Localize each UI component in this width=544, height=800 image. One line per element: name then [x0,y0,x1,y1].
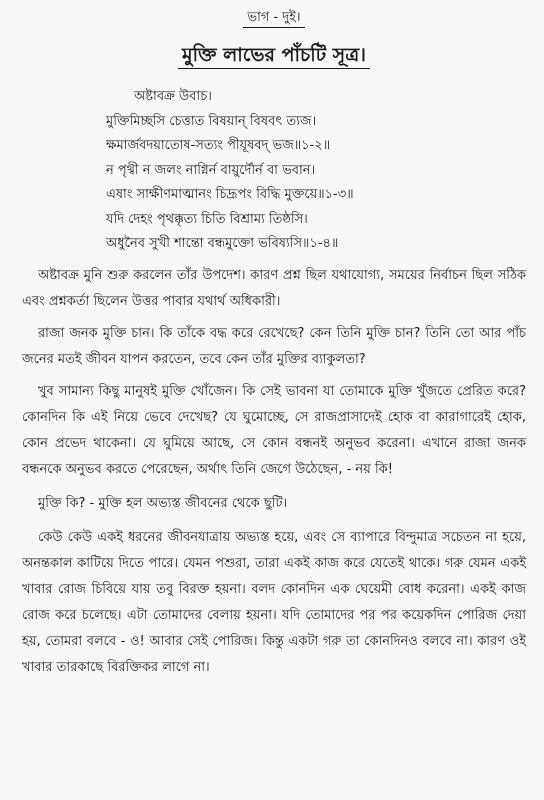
body-paragraph: মুক্তি কি? - মুক্তি হল অভ্যস্ত জীবনের থেকে ছুটি। [38,495,288,511]
verse-line: যদি দেহং পৃথক্কৃত্য চিতি বিশ্রাম্য তিষ্ঠসি। [106,211,308,227]
verse-line: ন পৃথ্বী ন জলং নাগ্নির্ন বায়ুর্দৌর্ন বা ভবান। [106,162,316,178]
verse-line: এষাং সাক্ষীণমাত্মানং চিদ্রূপং বিদ্ধি মুক্তয়ে॥১-৩॥ [106,187,354,202]
part-label [22,10,526,28]
part-label-text: ভাগ - দুই। [243,10,304,28]
body-paragraph: অষ্টাবক্র মুনি শুরু করলেন তাঁর উপদেশ। কারণ প্রশ্ন ছিল যথাযোগ্য, সময়ের নির্বাচন ছিল সঠিক এবং প্রশ্নকর্তা ছিলেন উত্তর পাবার যথার্থ অধিকারী। [22,267,526,309]
verse-line: অধুনৈব সুখী শান্তো বন্ধমুক্তো ভবিষ্যসি॥১-৪॥ [106,236,339,251]
body-paragraph: কেউ কেউ একই ধরনের জীবনযাত্রায় অভ্যস্ত হয়ে, এবং সে ব্যাপারে বিন্দুমাত্র সচেতন না হয়ে, অনন্তকাল কাটিয়ে দিতে পারে। যেমন পশুরা, তারা একই কাজ করে যেতেই থাকে। গরু যেমন একই খাবার রোজ চিবিয়ে যায় তবু বিরক্ত হয়না। বলদ কোনদিন এক ঘেয়েমী বোধ করেনা। একই কাজ রোজ করে চলেছে। এটা তোমাদের বেলায় হয়না। যদি তোমাদের পর পর কয়েকদিন পোরিজ দেয়া হয়, তোমরা বলবে - ও! আবার সেই পোরিজ। কিন্তু একটা গরু তা কোনদিনও বলবে না। কারণ ওই খাবার তারকাছে বিরক্তিকর লাগে না। [22,529,526,675]
chapter-title-text: মুক্তি লাভের পাঁচটি সূত্র। [178,42,370,69]
chapter-title [22,42,526,69]
verse-line: মুক্তিমিচ্ছসি চেত্তাত বিষয়ান্ বিষবৎ ত্যজ। [106,113,317,129]
body-paragraph: রাজা জনক মুক্তি চান। কি তাঁকে বদ্ধ করে রেখেছে? কেন তিনি মুক্তি চান? তিনি তো আর পাঁচ জনের মতই জীবন যাপন করতেন, তবে কেন তাঁর মুক্তির ব্যাকুলতা? [22,325,526,367]
verse-line: ক্ষমার্জবদয়াতোষ-সত্যং পীযূষবদ্ ভজ॥১-২॥ [106,138,331,153]
sanskrit-verse [22,85,526,257]
verse-speaker: অষ্টাবক্র উবাচ। [134,89,212,104]
body-paragraph: খুব সামান্য কিছু মানুষই মুক্তি খোঁজেন। কি সেই ভাবনা যা তোমাকে মুক্তি খুঁজতে প্রেরিত করে? কোনদিন কি এই নিয়ে ভেবে দেখেছ? যে ঘুমোচ্ছে, সে রাজপ্রাসাদেই হোক বা কারাগারেই হোক, কোন প্রভেদ থাকেনা। যে ঘুমিয়ে আছে, সে কোন বন্ধনই অনুভব করেনা। এখানে রাজা জনক বন্ধনকে অনুভব করতে পেরেছেন, অর্থাৎ তিনি জেগে উঠেছেন, - নয় কি! [22,383,526,477]
